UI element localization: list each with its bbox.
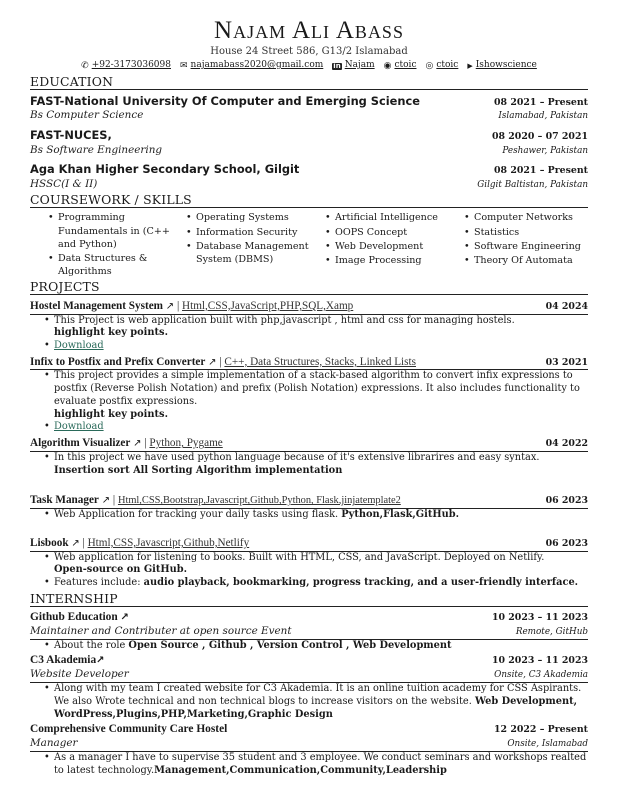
skill-item: • Information Security [186,226,325,239]
external-link-icon[interactable]: ↗ [101,495,111,507]
internship-bullet: • As a manager I have to supervise 35 student and 3 employee. We conduct seminars and workshops realted to latest technology.Management,Communication,Community,Leadership [30,752,588,777]
resume-header [30,18,588,72]
external-link-icon[interactable]: ↗ [120,611,129,623]
skills-column [48,211,186,278]
project-entry: Lisbook ↗ | Html,CSS,Javascript,Github,Netlify 06 2023 • Web application for listening to books. Built with HTML, CSS, and JavaScript. Deployed on Netlify. Open-source on GitHub. • Features include: audio playback, bookmarking, progress tracking, and a user-friendly interface. [30,536,588,590]
education-degree: Bs Computer Science [30,109,144,122]
contact-phone[interactable]: ✆ +92-3173036098 [81,60,171,71]
project-date: 03 2021 [545,356,588,368]
internship-location: Onsite, Islamabad [507,739,588,750]
internship-entry [30,610,588,653]
skill-item: • Database Management System (DBMS) [186,240,325,266]
education-heading: EDUCATION [30,74,588,90]
youtube-icon: ▶ [467,61,473,70]
download-link[interactable]: Download [54,421,104,433]
project-bullet: • This Project is web application built with php,javascript , html and css for managing hostels. highlight key points. [30,315,588,340]
project-date: 06 2023 [545,537,588,549]
internship-date: 10 2023 – 11 2023 [491,655,588,667]
internship-date: 10 2023 – 11 2023 [491,611,588,623]
external-link-icon[interactable]: ↗ [133,438,142,450]
candidate-name: Najam Ali Abass [214,17,404,44]
project-tech[interactable]: Python, Pygame [149,437,223,450]
education-degree: HSSC(I & II) [30,177,98,190]
skill-item: • Statistics [464,226,603,239]
contact-youtube[interactable]: ▶ Ishowscience [467,60,537,71]
education-date: 08 2021 – Present [494,97,588,109]
skill-item: • Data Structures & Algorithms [48,252,186,278]
education-date: 08 2020 – 07 2021 [491,131,588,143]
project-date: 04 2024 [545,300,588,312]
contact-linkedin[interactable]: in Najam [333,60,375,71]
mail-icon: ✉ [179,60,188,71]
skill-item: • Programming Fundamentals in (C++ and Python) [48,211,186,250]
projects-heading: PROJECTS [30,279,588,295]
internship-bullet: • About the role Open Source , Github , Version Control , Web Development [30,640,588,653]
education-org: FAST-NUCES, [30,128,112,143]
phone-icon: ✆ [81,60,89,71]
internship-entry [30,653,588,721]
skill-item: • Operating Systems [186,211,325,224]
education-location: Islamabad, Pakistan [498,111,588,122]
project-name: Algorithm Visualizer [30,437,131,450]
education-location: Peshawer, Pakistan [502,145,588,156]
contact-list [30,60,588,72]
project-bullet [30,421,588,434]
skill-item: • Computer Networks [464,211,603,224]
linkedin-icon: in [333,61,341,70]
project-tech[interactable]: Html,CSS,Javascript,Github,Netlify [87,536,250,549]
github-icon: ◉ [383,60,392,71]
skill-item: • Theory Of Automata [464,254,603,267]
skills-heading: COURSEWORK / SKILLS [30,192,588,208]
project-bullet [30,340,588,353]
education-entry [30,162,588,191]
project-entry: Task Manager ↗ | Html,CSS,Bootstrap,Javascript,Github,Python, Flask,jinjatemplate2 06 2023 • Web Application for tracking your daily tasks using flask. Python,Flask,GitHub. [30,493,588,522]
project-entry: Hostel Management System ↗ | Html,CSS,JavaScript,PHP,SQL,Xamp 04 2024 • This Project is web application built with php,javascript , html and css for managing hostels. highlight key points. • Download [30,299,588,353]
external-link-icon[interactable]: ↗ [96,655,105,667]
education-org: Aga Khan Higher Secondary School, Gilgit [30,162,300,177]
internship-location: Onsite, C3 Akademia [494,670,588,681]
internship-bullet: • Along with my team I created website for C3 Akademia. It is an online tuition academy for CSS Aspirants. We also Wrote technical and non technical blogs to increase visitors on the website. Web Development, WordPress,Plugins,PHP,Marketing,Graphic Design [30,683,588,721]
internship-role: Website Developer [30,668,129,681]
skill-item: • Image Processing [325,254,464,267]
internship-date: 12 2022 – Present [494,724,588,736]
internship-org: Github Education ↗ [30,610,129,623]
internship-org: C3 Akademia↗ [30,654,105,667]
education-location: Gilgit Baltistan, Pakistan [477,179,588,190]
project-tech[interactable]: Html,CSS,Bootstrap,Javascript,Github,Python, Flask,jinjatemplate2 [117,495,401,507]
instagram-icon: ◎ [425,60,434,71]
project-name: Lisbook [30,536,69,549]
internship-role: Maintainer and Contributer at open source Event [30,624,292,637]
project-date: 06 2023 [545,495,588,507]
project-date: 04 2022 [545,438,588,450]
project-bullet: • Features include: audio playback, bookmarking, progress tracking, and a user-friendly interface. [30,577,588,590]
contact-instagram[interactable]: ◎ ctoic [425,60,459,71]
education-degree: Bs Software Engineering [30,143,163,156]
project-bullet: • Web application for listening to books. Built with HTML, CSS, and JavaScript. Deployed on Netlify. Open-source on GitHub. [30,552,588,577]
external-link-icon[interactable]: ↗ [71,537,80,549]
internship-location: Remote, GitHub [515,626,588,637]
project-bullet: • This project provides a simple implementation of a stack-based algorithm to convert infix expressions to postfix (Reverse Polish Notation) and prefix (Polish Notation) expressions. It also includes functionality to evaluate postfix expressions. highlight key points. [30,370,588,421]
external-link-icon[interactable]: ↗ [208,356,217,368]
internship-entry [30,722,588,777]
contact-github[interactable]: ◉ ctoic [383,60,417,71]
project-entry: Infix to Postfix and Prefix Converter ↗ | C++, Data Structures, Stacks, Linked Lists 03 2021 • This project provides a simple implementation of a stack-based algorithm to convert infix expressions to postfix (Reverse Polish Notation) and prefix (Polish Notation) expressions. It also includes functionality to evaluate postfix expressions. highlight key points. • Download [30,355,588,434]
contact-email[interactable]: ✉ najamabass2020@gmail.com [179,60,324,71]
project-entry: Algorithm Visualizer ↗ | Python, Pygame 04 2022 • In this project we have used python language because of it's extensive librarires and easy syntax. Insertion sort All Sorting Algorithm implementation [30,436,588,477]
education-entry [30,94,588,123]
project-bullet: • Web Application for tracking your daily tasks using flask. Python,Flask,GitHub. [30,509,588,522]
skills-column [464,211,603,278]
project-tech[interactable]: C++, Data Structures, Stacks, Linked Lists [224,355,416,368]
internship-role: Manager [30,737,78,750]
skills-grid [30,211,588,278]
internship-heading: INTERNSHIP [30,591,588,607]
internship-org: Comprehensive Community Care Hostel [30,723,228,736]
education-org: FAST-National University Of Computer and Emerging Science [30,94,420,109]
skills-column [186,211,325,278]
skill-item: • Software Engineering [464,240,603,253]
skill-item: • Artificial Intelligence [325,211,464,224]
project-name: Hostel Management System [30,299,163,312]
project-name: Task Manager [30,494,99,507]
education-date: 08 2021 – Present [494,165,588,177]
education-entry [30,128,588,157]
address: House 24 Street 586, G13/2 Islamabad [210,46,408,57]
project-bullet: • In this project we have used python language because of it's extensive librarires and easy syntax. Insertion sort All Sorting Algorithm implementation [30,452,588,477]
skill-item: • OOPS Concept [325,226,464,239]
project-tech[interactable]: Html,CSS,JavaScript,PHP,SQL,Xamp [182,299,354,312]
skill-item: • Web Development [325,240,464,253]
external-link-icon[interactable]: ↗ [165,300,175,312]
skills-column [325,211,464,278]
project-name: Infix to Postfix and Prefix Converter [30,355,206,368]
download-link[interactable]: Download [54,339,104,351]
